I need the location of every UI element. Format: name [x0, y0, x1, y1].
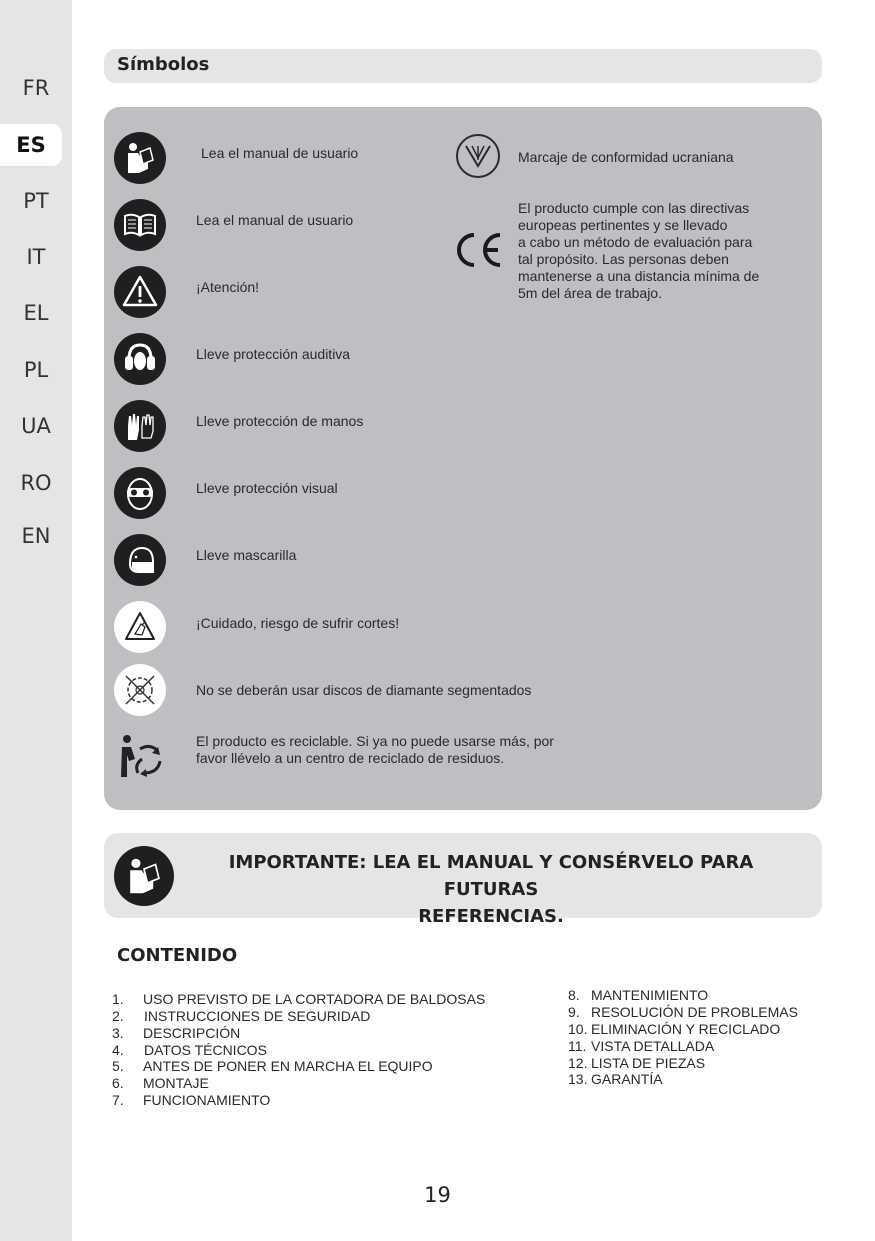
toc-label: GARANTÍA: [591, 1071, 663, 1087]
symbol-text-read-manual: Lea el manual de usuario: [201, 145, 359, 161]
symbol-text-mask: Lleve mascarilla: [196, 547, 297, 563]
face-mask-icon: [114, 534, 166, 586]
recyclable-line-2: favor llévelo a un centro de reciclado de residuos.: [196, 750, 505, 766]
ce-line-6: 5m del área de trabajo.: [518, 285, 662, 301]
toc-number: 7.: [112, 1092, 124, 1108]
toc-item[interactable]: [568, 1038, 714, 1054]
toc-item[interactable]: [112, 1058, 433, 1074]
toc-label: RESOLUCIÓN DE PROBLEMAS: [591, 1004, 798, 1020]
lang-pl[interactable]: PL: [23, 358, 49, 382]
no-diamond-disc-icon: [114, 664, 166, 716]
section-title: Símbolos: [117, 54, 210, 75]
ce-line-2: europeas pertinentes y se llevado: [518, 217, 728, 233]
toc-number: 5.: [112, 1058, 124, 1074]
toc-number: 11.: [568, 1038, 587, 1054]
recyclable-line-1: El producto es reciclable. Si ya no puede usarse más, por: [196, 733, 554, 749]
toc-label: MANTENIMIENTO: [591, 987, 709, 1003]
toc-item[interactable]: [112, 1075, 209, 1091]
warning-triangle-icon: [114, 266, 166, 318]
ce-mark-icon: [452, 227, 504, 273]
toc-label: MONTAJE: [143, 1075, 209, 1091]
toc-number: 6.: [112, 1075, 124, 1091]
important-text: [216, 849, 766, 930]
toc-item[interactable]: [112, 1025, 240, 1041]
cut-hazard-icon: [114, 601, 166, 653]
ce-line-5: mantenerse a una distancia mínima de: [518, 268, 760, 284]
person-reading-manual-icon: [114, 846, 174, 906]
toc-label: LISTA DE PIEZAS: [591, 1055, 706, 1071]
toc-number: 13.: [568, 1071, 588, 1087]
ear-protection-icon: [114, 333, 166, 385]
toc-label: ELIMINACIÓN Y RECICLADO: [591, 1021, 781, 1037]
toc-item[interactable]: [568, 987, 708, 1003]
toc-label: ANTES DE PONER EN MARCHA EL EQUIPO: [143, 1058, 433, 1074]
toc-number: 3.: [112, 1025, 124, 1041]
recycle-icon: [110, 727, 168, 785]
ce-line-1: El producto cumple con las directivas: [518, 200, 750, 216]
toc-label: USO PREVISTO DE LA CORTADORA DE BALDOSAS: [143, 991, 486, 1007]
important-line-1: IMPORTANTE: LEA EL MANUAL Y CONSÉRVELO PARA FUTURAS: [228, 852, 754, 900]
symbol-text-ear-protection: Lleve protección auditiva: [196, 346, 351, 362]
toc-number: 10.: [568, 1021, 588, 1037]
person-reading-manual-icon: [114, 132, 166, 184]
symbol-text-ce-mark: [518, 200, 759, 302]
toc-number: 12.: [568, 1055, 588, 1071]
lang-el[interactable]: EL: [23, 301, 49, 325]
toc-number: 1.: [112, 991, 124, 1007]
toc-item[interactable]: [568, 1055, 705, 1071]
ce-line-3: a cabo un método de evaluación para: [518, 234, 753, 250]
open-book-icon: [114, 199, 166, 251]
lang-pt[interactable]: PT: [23, 189, 49, 213]
toc-number: 2.: [112, 1008, 124, 1024]
toc-label: DATOS TÉCNICOS: [144, 1042, 267, 1058]
symbol-text-ukrainian-conformity: Marcaje de conformidad ucraniana: [518, 149, 734, 165]
toc-item[interactable]: [112, 1042, 267, 1058]
symbol-text-hand-protection: Lleve protección de manos: [196, 413, 364, 429]
symbol-text-eye-protection: Lleve protección visual: [196, 480, 338, 496]
toc-number: 4.: [112, 1042, 124, 1058]
toc-label: INSTRUCCIONES DE SEGURIDAD: [144, 1008, 371, 1024]
important-notice: [104, 833, 822, 927]
symbol-text-cut-hazard: ¡Cuidado, riesgo de sufrir cortes!: [196, 615, 400, 631]
lang-it[interactable]: IT: [26, 245, 46, 269]
toc-item[interactable]: [568, 1071, 663, 1087]
lang-es[interactable]: ES: [0, 124, 62, 166]
important-line-2: REFERENCIAS.: [418, 906, 564, 927]
lang-ua[interactable]: UA: [21, 414, 51, 438]
goggles-icon: [114, 467, 166, 519]
toc-number: 8.: [568, 987, 580, 1003]
gloves-icon: [114, 400, 166, 452]
ce-line-4: tal propósito. Las personas deben: [518, 251, 729, 267]
toc-item[interactable]: [568, 1021, 780, 1037]
symbol-text-read-manual-2: Lea el manual de usuario: [196, 212, 354, 228]
ukrainian-conformity-icon: [454, 132, 502, 180]
symbol-text-recyclable: [196, 733, 554, 767]
lang-fr[interactable]: FR: [22, 76, 50, 100]
lang-en[interactable]: EN: [21, 524, 51, 548]
toc-number: 9.: [568, 1004, 580, 1020]
symbol-text-attention: ¡Atención!: [196, 279, 260, 295]
toc-item[interactable]: [112, 1008, 370, 1024]
toc-label: DESCRIPCIÓN: [143, 1025, 241, 1041]
section-header: [104, 49, 822, 83]
toc-item[interactable]: [568, 1004, 798, 1020]
symbols-panel: [104, 107, 822, 810]
toc-label: FUNCIONAMIENTO: [143, 1092, 271, 1108]
language-sidebar: [0, 0, 72, 1241]
symbol-text-no-diamond-disc: No se deberán usar discos de diamante segmentados: [196, 682, 532, 698]
toc-label: VISTA DETALLADA: [591, 1038, 715, 1054]
contents-title: CONTENIDO: [117, 945, 238, 966]
toc-item[interactable]: [112, 1092, 270, 1108]
lang-ro[interactable]: RO: [20, 471, 52, 495]
toc-item[interactable]: [112, 991, 485, 1007]
page-number: 19: [424, 1183, 451, 1207]
